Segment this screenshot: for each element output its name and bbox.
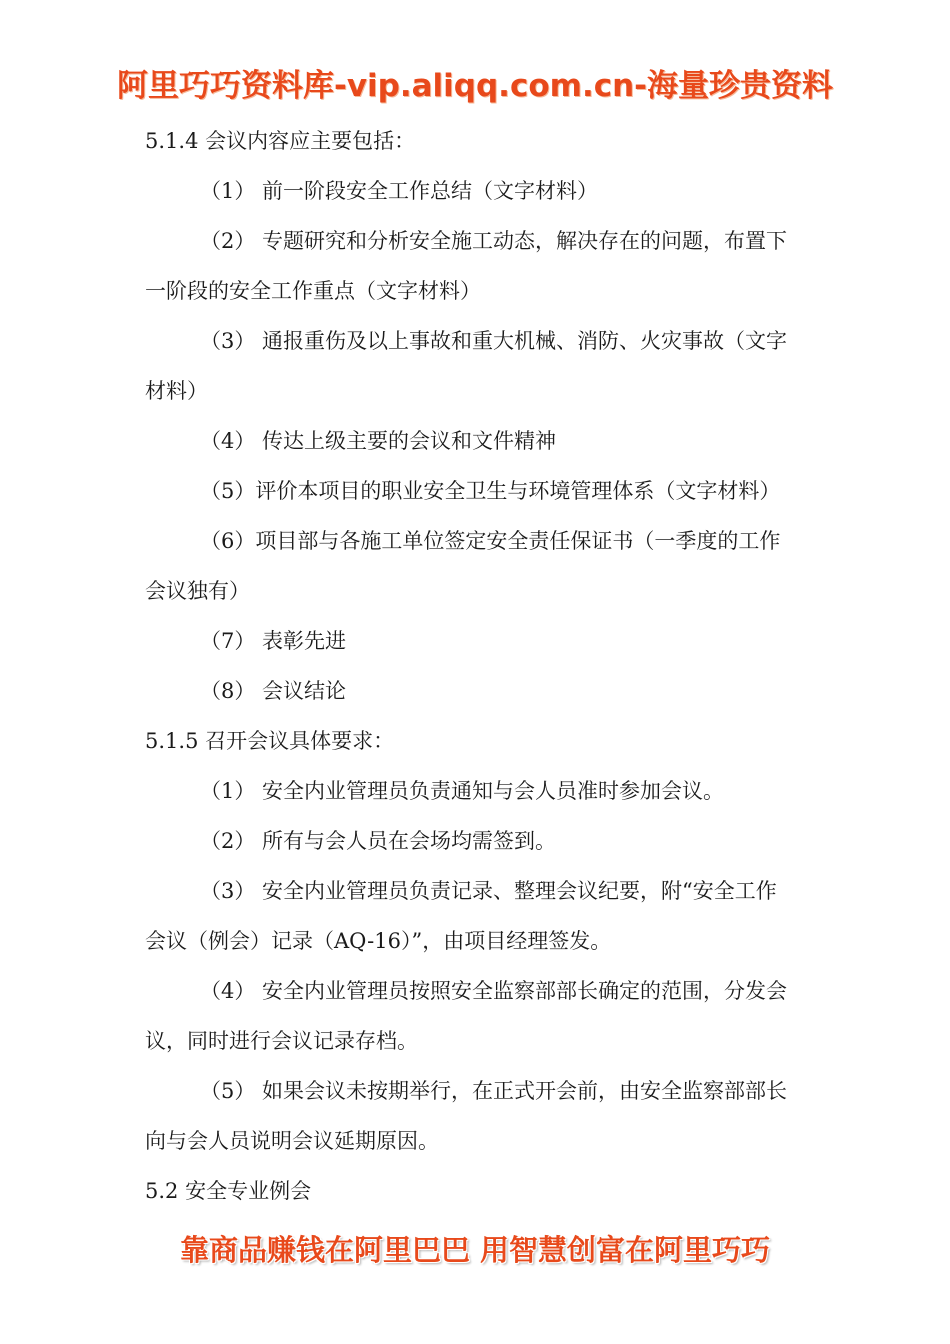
list-item-continuation: 会议（例会）记录（AQ-16）”，由项目经理签发。 xyxy=(145,929,612,953)
list-item-continuation: 向与会人员说明会议延期原因。 xyxy=(145,1129,439,1153)
section-heading-5-1-4: 5.1.4 会议内容应主要包括： xyxy=(145,129,416,153)
list-item-continuation: 一阶段的安全工作重点（文字材料） xyxy=(145,279,481,303)
list-item: （8） 会议结论 xyxy=(200,679,347,703)
section-heading-5-2: 5.2 安全专业例会 xyxy=(145,1179,312,1203)
list-item: （7） 表彰先进 xyxy=(200,629,347,653)
list-item: （4） 传达上级主要的会议和文件精神 xyxy=(200,429,557,453)
list-item: （2） 所有与会人员在会场均需签到。 xyxy=(200,829,557,853)
list-item: （3） 通报重伤及以上事故和重大机械、消防、火灾事故（文字 xyxy=(200,329,788,353)
list-item: （1） 安全内业管理员负责通知与会人员准时参加会议。 xyxy=(200,779,725,803)
footer-banner: 靠商品赚钱在阿里巴巴 用智慧创富在阿里巧巧 xyxy=(179,1233,771,1267)
list-item: （3） 安全内业管理员负责记录、整理会议纪要，附“安全工作 xyxy=(200,879,777,903)
list-item: （6）项目部与各施工单位签定安全责任保证书（一季度的工作 xyxy=(200,529,781,553)
list-item: （2） 专题研究和分析安全施工动态，解决存在的问题，布置下 xyxy=(200,229,788,253)
list-item-continuation: 议，同时进行会议记录存档。 xyxy=(145,1029,418,1053)
list-item: （5）评价本项目的职业安全卫生与环境管理体系（文字材料） xyxy=(200,479,781,503)
list-item-continuation: 会议独有） xyxy=(145,579,250,603)
section-heading-5-1-5: 5.1.5 召开会议具体要求： xyxy=(145,729,395,753)
list-item: （4） 安全内业管理员按照安全监察部部长确定的范围，分发会 xyxy=(200,979,788,1003)
header-banner: 阿里巧巧资料库-vip.aliqq.com.cn-海量珍贵资料 xyxy=(116,68,834,104)
list-item: （5） 如果会议未按期举行，在正式开会前，由安全监察部部长 xyxy=(200,1079,788,1103)
list-item: （1） 前一阶段安全工作总结（文字材料） xyxy=(200,179,599,203)
list-item-continuation: 材料） xyxy=(145,379,208,403)
